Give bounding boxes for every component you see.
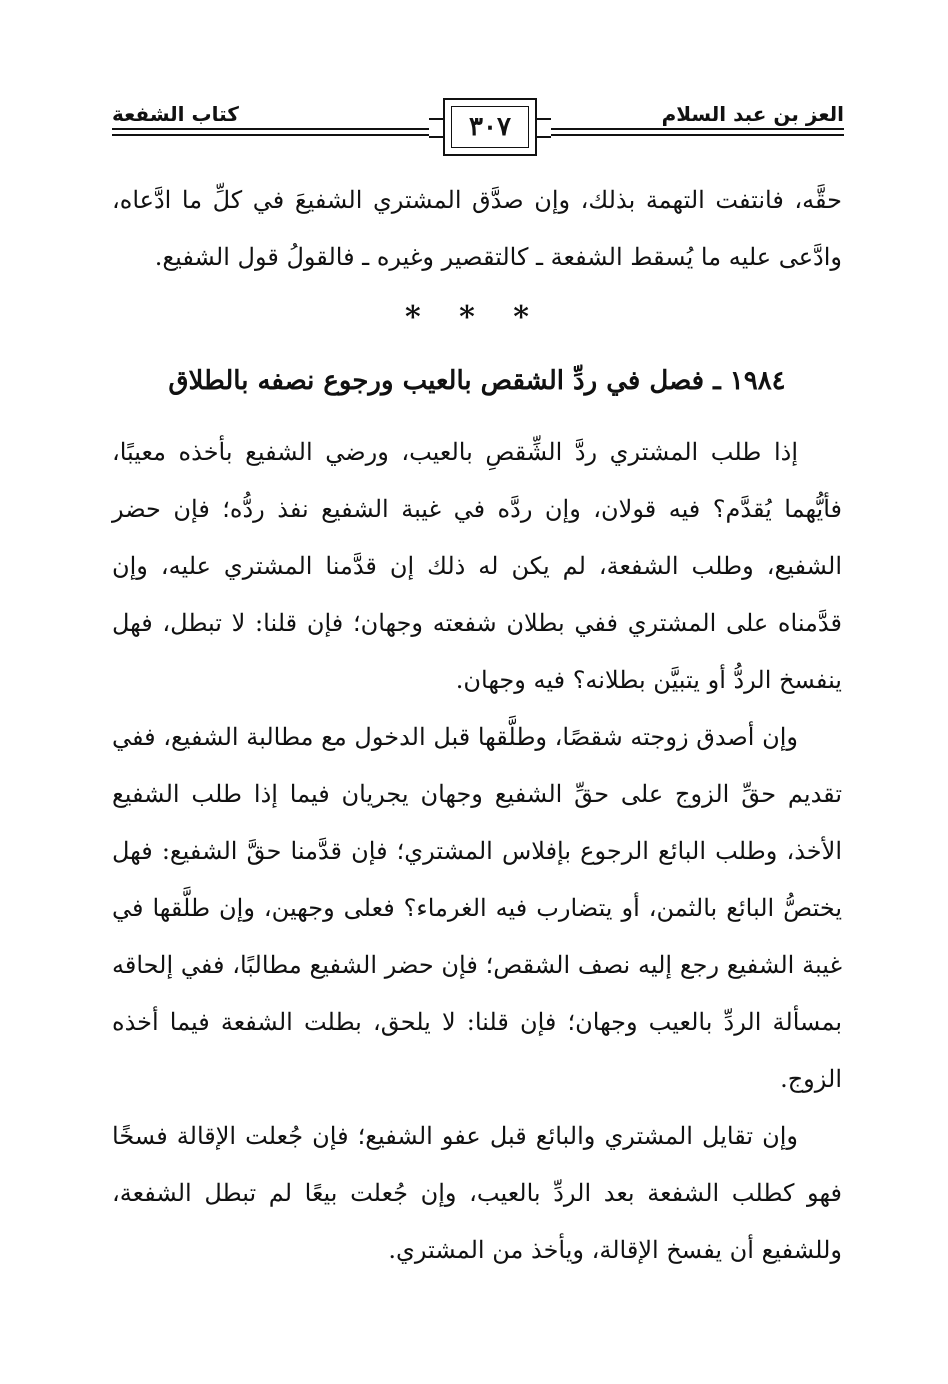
paragraph: وإن أصدق زوجته شقصًا، وطلَّقها قبل الدخول مع مطالبة الشفيع، ففي تقديم حقِّ الزوج على حقِّ الشفيع وجهان يجريان فيما إذا طلب الشفيع الأخذ، وطلب البائع الرجوع بإفلاس المشتري؛ فإن قدَّمنا حقَّ الشفيع: فهل يختصُّ البائع بالثمن، أو يتضارب فيه الغرماء؟ فعلى وجهين، وإن طلَّقها في غيبة الشفيع رجع إليه نصف الشقص؛ فإن حضر الشفيع مطالبًا، ففي إلحاقه بمسألة الردِّ بالعيب وجهان؛ فإن قلنا: لا يلحق، بطلت الشفعة فيما أخذه الزوج. (112, 723, 842, 1093)
intro-text (112, 172, 842, 286)
page-header (112, 88, 844, 168)
page-number-frame (443, 98, 537, 156)
section-separator: * * * (405, 300, 543, 335)
body-text (112, 424, 842, 1279)
paragraph: إذا طلب المشتري ردَّ الشِّقصِ بالعيب، ورضي الشفيع بأخذه معيبًا، فأيُّهما يُقدَّم؟ فيه قولان، وإن ردَّه في غيبة الشفيع نفذ ردُّه؛ فإن حضر الشفيع، وطلب الشفعة، لم يكن له ذلك إن قدَّمنا المشتري عليه، وإن قدَّمناه على المشتري ففي بطلان شفعته وجهان؛ فإن قلنا: لا تبطل، فهل ينفسخ الردُّ أو يتبيَّن بطلانه؟ فيه وجهان. (112, 438, 843, 694)
running-head-author: العز بن عبد السلام (661, 102, 844, 126)
paragraph: وإن تقايل المشتري والبائع قبل عفو الشفيع؛ فإن جُعلت الإقالة فسخًا فهو كطلب الشفعة بعد الردِّ بالعيب، وإن جُعلت بيعًا لم تبطل الشفعة، وللشفيع أن يفسخ الإقالة، ويأخذ من المشتري. (112, 1122, 842, 1264)
intro-paragraph: حقَّه، فانتفت التهمة بذلك، وإن صدَّق المشتري الشفيعَ في كلِّ ما ادَّعاه، وادَّعى عليه ما يُسقط الشفعة ـ كالتقصير وغيره ـ فالقولُ قول الشفيع. (112, 186, 842, 271)
section-title: ١٩٨٤ ـ فصل في ردِّ الشقص بالعيب ورجوع نصفه بالطلاق (168, 366, 786, 396)
running-head-book: كتاب الشفعة (112, 102, 239, 126)
page-number: ٣٠٧ (451, 106, 529, 148)
